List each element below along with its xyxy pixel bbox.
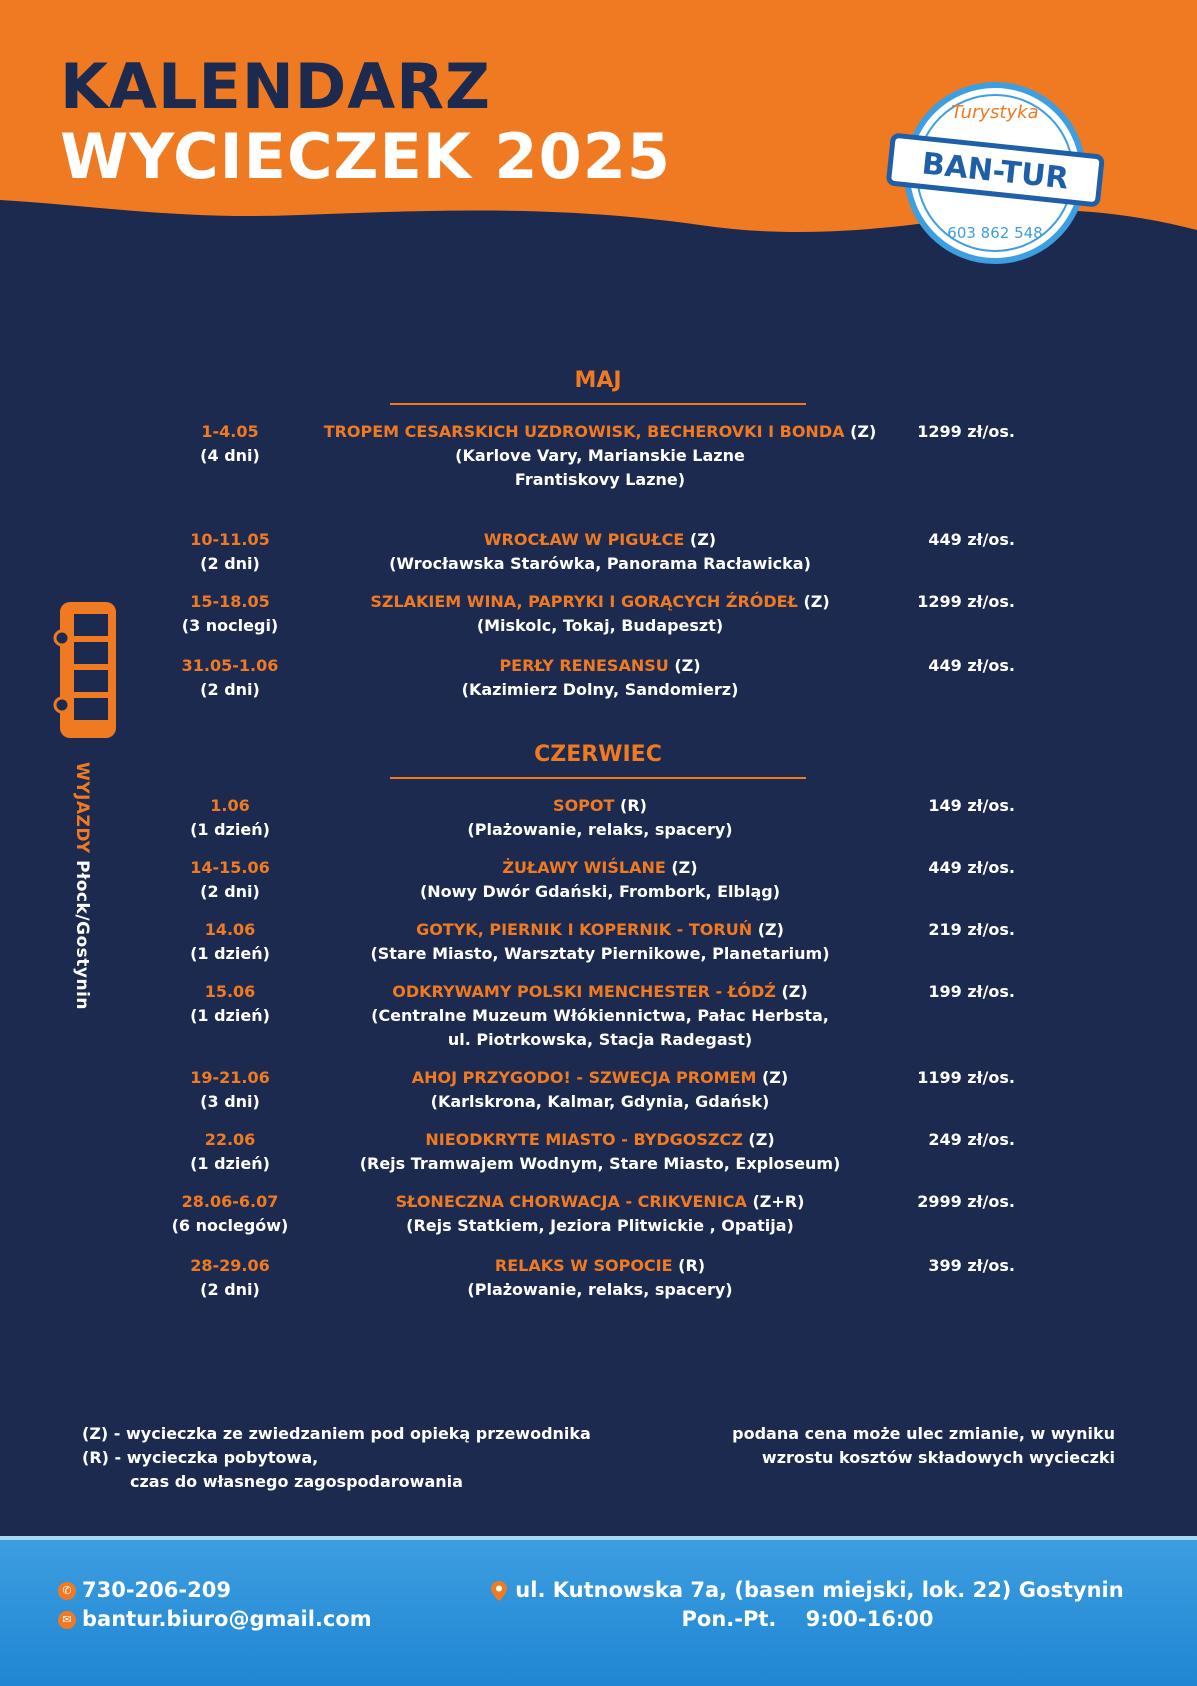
month-heading-may: MAJ <box>390 368 806 405</box>
trip-tag: (R) <box>620 796 647 815</box>
contact-block <box>58 1576 372 1634</box>
trip-duration: (1 dzień) <box>190 1154 270 1173</box>
trip-detail: (Centralne Muzeum Włókiennictwa, Pałac Herbsta, <box>371 1006 829 1025</box>
trip-date: 14.06 <box>204 920 256 939</box>
location-pin-icon <box>491 1581 507 1601</box>
trip-detail: ul. Piotrkowska, Stacja Radegast) <box>447 1030 753 1049</box>
trip-detail: (Rejs Tramwajem Wodnym, Stare Miasto, Exploseum) <box>359 1154 841 1173</box>
trip-tag: (Z) <box>674 656 701 675</box>
trip-date: 15-18.05 <box>190 592 270 611</box>
title-line-2: WYCIECZEK 2025 <box>60 120 671 193</box>
trip-price: 2999 zł/os. <box>917 1192 1015 1211</box>
legend-z: (Z) - wycieczka ze zwiedzaniem pod opieką przewodnika <box>82 1424 591 1443</box>
trip-price: 1199 zł/os. <box>917 1068 1015 1087</box>
trip-duration: (2 dni) <box>200 1280 260 1299</box>
trip-name: GOTYK, PIERNIK I KOPERNIK - TORUŃ <box>416 920 753 939</box>
trip-detail: (Karlskrona, Kalmar, Gdynia, Gdańsk) <box>430 1092 770 1111</box>
opening-hours: Pon.-Pt. 9:00-16:00 <box>681 1607 934 1631</box>
address-text: ul. Kutnowska 7a, (basen miejski, lok. 22) Gostynin <box>515 1578 1124 1602</box>
trip-tag: (Z) <box>689 530 717 549</box>
trip-date: 19-21.06 <box>190 1068 270 1087</box>
trip-tag: (Z) <box>803 592 830 611</box>
trip-name: PERŁY RENESANSU <box>499 656 669 675</box>
trip-name: SZLAKIEM WINA, PAPRYKI I GORĄCYCH ŹRÓDEŁ <box>370 592 798 611</box>
month-heading-june: CZERWIEC <box>390 742 806 779</box>
trip-name: SOPOT <box>553 796 615 815</box>
phone-icon: ✆ <box>58 1582 76 1600</box>
trip-price: 199 zł/os. <box>928 982 1015 1001</box>
trip-tag: (Z) <box>757 920 784 939</box>
trip-date: 15.06 <box>204 982 256 1001</box>
trip-tag: (Z) <box>781 982 808 1001</box>
trip-date: 1.06 <box>210 796 250 815</box>
trip-tag: (Z+R) <box>752 1192 805 1211</box>
price-note-line-2: wzrostu kosztów składowych wycieczki <box>761 1448 1115 1467</box>
trip-detail: (Karlove Vary, Marianskie Lazne <box>455 446 745 465</box>
logo-top-text: Turystyka <box>951 102 1039 123</box>
address-block <box>480 1576 1135 1634</box>
trip-duration: (3 dni) <box>200 1092 260 1111</box>
trip-tag: (Z) <box>850 422 877 441</box>
trip-price: 449 zł/os. <box>928 656 1015 675</box>
trip-detail: (Stare Miasto, Warsztaty Piernikowe, Planetarium) <box>370 944 830 963</box>
departures-cities: Płock/Gostynin <box>72 859 92 1011</box>
trip-duration: (1 dzień) <box>190 1006 270 1025</box>
trip-date: 31.05-1.06 <box>181 656 279 675</box>
trip-price: 449 zł/os. <box>928 530 1015 549</box>
title-line-1: KALENDARZ <box>60 50 491 123</box>
price-note-line-1: podana cena może ulec zmianie, w wyniku <box>732 1424 1115 1443</box>
trip-detail: (Plażowanie, relaks, spacery) <box>467 1280 733 1299</box>
trip-tag: (Z) <box>761 1068 789 1087</box>
trip-date: 28-29.06 <box>190 1256 270 1275</box>
legend-r-detail: czas do własnego zagospodarowania <box>130 1472 463 1491</box>
trip-duration: (6 noclegów) <box>171 1216 289 1235</box>
email-address[interactable]: bantur.biuro@gmail.com <box>82 1607 372 1631</box>
trip-duration: (1 dzień) <box>190 820 270 839</box>
trip-price: 1299 zł/os. <box>917 592 1015 611</box>
trip-duration: (2 dni) <box>200 680 260 699</box>
trip-duration: (3 noclegi) <box>181 616 279 635</box>
trip-date: 22.06 <box>204 1130 256 1149</box>
trip-name: ŻUŁAWY WIŚLANE <box>502 858 666 877</box>
email-icon: ✉ <box>58 1611 76 1629</box>
logo-phone: 603 862 548 <box>947 224 1043 242</box>
logo-name: BAN-TUR <box>920 146 1071 197</box>
trip-name: WROCŁAW W PIGUŁCE <box>483 530 685 549</box>
trip-duration: (1 dzień) <box>190 944 270 963</box>
trip-name: AHOJ PRZYGODO! - SZWECJA PROMEM <box>411 1068 757 1087</box>
trip-detail: Frantiskovy Lazne) <box>514 470 686 489</box>
trip-tag: (Z) <box>671 858 698 877</box>
trip-name: ODKRYWAMY POLSKI MENCHESTER - ŁÓDŹ <box>392 982 776 1001</box>
trip-duration: (4 dni) <box>200 446 260 465</box>
trip-detail: (Nowy Dwór Gdański, Frombork, Elbląg) <box>419 882 781 901</box>
trip-date: 14-15.06 <box>190 858 270 877</box>
price-note <box>660 1422 1115 1470</box>
legend <box>82 1422 591 1494</box>
trip-date: 1-4.05 <box>201 422 259 441</box>
phone-number[interactable]: 730-206-209 <box>82 1578 231 1602</box>
trip-price: 149 zł/os. <box>928 796 1015 815</box>
trip-detail: (Wrocławska Starówka, Panorama Racławicka) <box>389 554 811 573</box>
trip-price: 249 zł/os. <box>928 1130 1015 1149</box>
trip-price: 399 zł/os. <box>928 1256 1015 1275</box>
trip-name: NIEODKRYTE MIASTO - BYDGOSZCZ <box>425 1130 743 1149</box>
legend-r: (R) - wycieczka pobytowa, <box>82 1448 319 1467</box>
trip-detail: (Rejs Statkiem, Jeziora Plitwickie , Opatija) <box>406 1216 794 1235</box>
trip-date: 28.06-6.07 <box>181 1192 279 1211</box>
trip-price: 449 zł/os. <box>928 858 1015 877</box>
trip-tag: (R) <box>678 1256 706 1275</box>
trip-price: 219 zł/os. <box>928 920 1015 939</box>
bus-icon <box>52 600 122 740</box>
trip-name: TROPEM CESARSKICH UZDROWISK, BECHEROVKI I BONDA <box>323 422 845 441</box>
page-title <box>60 52 671 192</box>
departures-highlight: WYJAZDY <box>72 762 92 854</box>
trip-detail: (Miskolc, Tokaj, Budapeszt) <box>476 616 724 635</box>
trip-duration: (2 dni) <box>200 554 260 573</box>
trip-tag: (Z) <box>748 1130 775 1149</box>
ban-tur-logo <box>870 78 1120 268</box>
trip-duration: (2 dni) <box>200 882 260 901</box>
trip-price: 1299 zł/os. <box>917 422 1015 441</box>
trip-date: 10-11.05 <box>190 530 270 549</box>
departures-label <box>72 762 92 1010</box>
trip-detail: (Plażowanie, relaks, spacery) <box>467 820 733 839</box>
trip-detail: (Kazimierz Dolny, Sandomierz) <box>461 680 739 699</box>
trip-name: RELAKS W SOPOCIE <box>494 1256 673 1275</box>
trip-name: SŁONECZNA CHORWACJA - CRIKVENICA <box>395 1192 747 1211</box>
